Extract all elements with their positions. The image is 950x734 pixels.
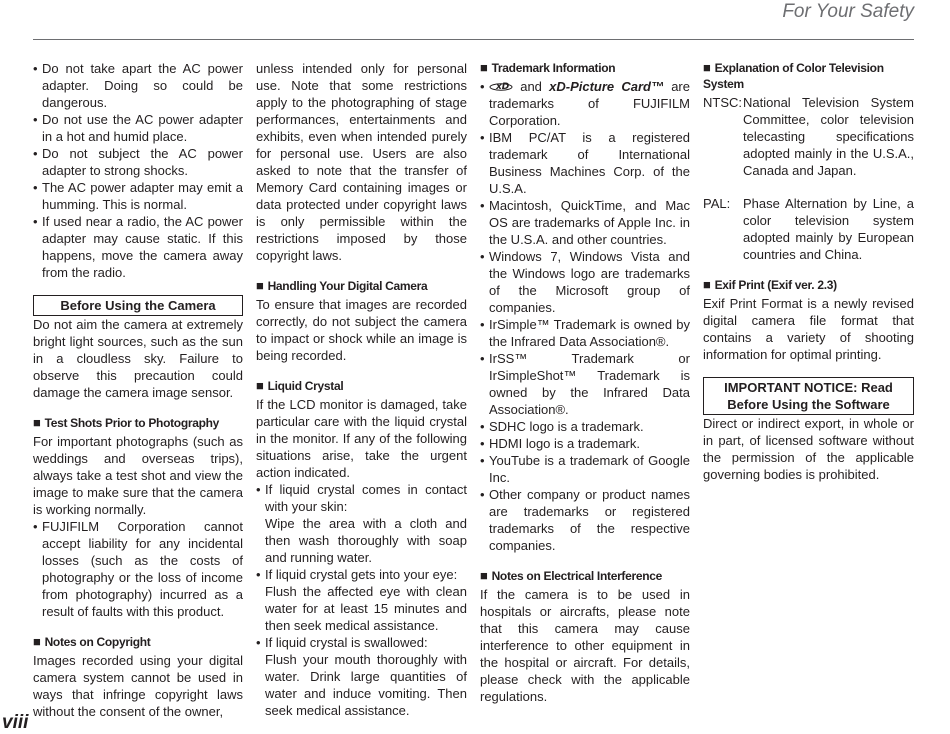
svg-text:xD: • xD <box>496 82 510 92</box>
list-item: • Do not take apart the AC power adapter. Doing so could be dangerous. <box>33 60 243 111</box>
before-using-heading: Before Using the Camera <box>33 295 243 316</box>
copyright-text: Images recorded using your digital camera system cannot be used in ways that infringe copyright laws without the consent of the owner, <box>33 653 243 719</box>
copyright-heading: ■ Notes on Copyright <box>33 634 151 649</box>
liquid-crystal-text: If the LCD monitor is damaged, take particular care with the liquid crystal in the monitor. If any of the following situations arise, take the urgent action indicated. <box>256 397 467 480</box>
ac-adapter-warnings <box>33 60 243 281</box>
electrical-interference-text: If the camera is to be used in hospitals or aircrafts, please note that this camera may cause interference to other equipment in the hospital or aircraft. For details, please check with the applicable regulations. <box>480 587 690 704</box>
column-3 <box>480 60 690 705</box>
square-bullet-icon: ■ <box>256 378 264 393</box>
list-item: • Other company or product names are trademarks or registered trademarks of the respective companies. <box>480 486 690 554</box>
test-shots-text: For important photographs (such as weddings and overseas trips), always take a test shot and view the image to make sure that the camera is working normally. <box>33 434 243 517</box>
square-bullet-icon: ■ <box>703 277 711 292</box>
list-item: • SDHC logo is a trademark. <box>480 418 690 435</box>
column-2 <box>256 60 467 719</box>
square-bullet-icon: ■ <box>703 60 711 75</box>
exif-print-heading: ■ Exif Print (Exif ver. 2.3) <box>703 277 837 292</box>
list-item <box>256 481 467 566</box>
pal-row <box>703 195 914 263</box>
page-number: viii <box>2 712 29 733</box>
pal-label: PAL: <box>703 196 731 211</box>
handling-text: To ensure that images are recorded correctly, do not subject the camera to impact or shock while an image is being recorded. <box>256 297 467 363</box>
liquid-crystal-heading: ■ Liquid Crystal <box>256 378 344 393</box>
condition-text: • If liquid crystal comes in contact with your skin: <box>265 482 467 514</box>
list-item: • The AC power adapter may emit a humming. This is normal. <box>33 179 243 213</box>
trademark-and: and <box>520 79 542 94</box>
list-item: • Windows 7, Windows Vista and the Windows logo are trademarks of the Microsoft group of companies. <box>480 248 690 316</box>
square-bullet-icon: ■ <box>480 568 488 583</box>
color-tv-heading: ■ Explanation of Color Television System <box>703 60 884 91</box>
column-1 <box>33 60 243 720</box>
condition-text: • If liquid crystal is swallowed: <box>265 635 428 650</box>
list-item: • IrSS™ Trademark or IrSimpleShot™ Trademark is owned by the Infrared Data Association®. <box>480 350 690 418</box>
test-shots-heading: ■ Test Shots Prior to Photography <box>33 415 220 430</box>
trademark-heading: ■ Trademark Information <box>480 60 616 75</box>
square-bullet-icon: ■ <box>33 634 41 649</box>
page-header-title: For Your Safety <box>782 1 914 22</box>
list-item: • If used near a radio, the AC power adapter may cause static. If this happens, move the camera away from the radio. <box>33 213 243 281</box>
pal-text: Phase Alternation by Line, a color television system adopted mainly by European countries and China. <box>743 196 914 262</box>
important-notice-heading: IMPORTANT NOTICE: Read Before Using the Software <box>703 377 914 415</box>
important-notice-text: Direct or indirect export, in whole or in part, of licensed software without the permission of the applicable governing bodies is prohibited. <box>703 416 914 482</box>
action-text: Wipe the area with a cloth and then wash thoroughly with soap and running water. <box>265 516 467 565</box>
copyright-text-continued: unless intended only for personal use. Note that some restrictions apply to the photographing of stage performances, entertainments and exhibits, even when intended purely for personal use. Users are also asked to note that the transfer of Memory Card containing images or data protected under copyright laws is only permissible within the restrictions imposed by those copyright laws. <box>256 61 467 263</box>
list-item: • IBM PC/AT is a registered trademark of International Business Machines Corp. of the U.S.A. <box>480 129 690 197</box>
list-item: • Do not use the AC power adapter in a hot and humid place. <box>33 111 243 145</box>
test-shots-list <box>33 518 243 620</box>
ntsc-label: NTSC: <box>703 95 742 110</box>
electrical-interference-heading: ■ Notes on Electrical Interference <box>480 568 663 583</box>
list-item: • YouTube is a trademark of Google Inc. <box>480 452 690 486</box>
before-using-text: Do not aim the camera at extremely bright light sources, such as the sun in a cloudless sky. Failure to observe this precaution could damage the camera image sensor. <box>33 317 243 400</box>
xd-picture-card-brand: xD-Picture Card™ <box>549 79 664 94</box>
list-item <box>256 634 467 719</box>
square-bullet-icon: ■ <box>33 415 41 430</box>
list-item: • FUJIFILM Corporation cannot accept liability for any incidental losses (such as the costs of photography or the loss of income from photography) incurred as a result of faults with this product. <box>33 518 243 620</box>
liquid-crystal-list <box>256 481 467 719</box>
header-divider <box>33 39 914 40</box>
xd-logo-icon <box>489 80 513 92</box>
handling-heading: ■ Handling Your Digital Camera <box>256 278 428 293</box>
action-text: Flush the affected eye with clean water for at least 15 minutes and then seek medical assistance. <box>265 584 467 633</box>
list-item: • IrSimple™ Trademark is owned by the Infrared Data Association®. <box>480 316 690 350</box>
list-item: • Macintosh, QuickTime, and Mac OS are trademarks of Apple Inc. in the U.S.A. and other countries. <box>480 197 690 248</box>
ntsc-row <box>703 94 914 179</box>
trademark-list <box>480 78 690 554</box>
condition-text: • If liquid crystal gets into your eye: <box>265 567 458 582</box>
square-bullet-icon: ■ <box>256 278 264 293</box>
action-text: Flush your mouth thoroughly with water. Drink large quantities of water and induce vomiting. Then seek medical assistance. <box>265 652 467 718</box>
list-item: • HDMI logo is a trademark. <box>480 435 690 452</box>
square-bullet-icon: ■ <box>480 60 488 75</box>
exif-print-text: Exif Print Format is a newly revised digital camera file format that contains a variety of shooting information for optimal printing. <box>703 296 914 362</box>
column-4 <box>703 60 914 483</box>
trademark-owner: are trademarks of FUJIFILM Corporation. <box>489 79 690 128</box>
list-item <box>480 78 690 129</box>
list-item <box>256 566 467 634</box>
ntsc-text: National Television System Committee, color television telecasting specifications adopted mainly in the U.S.A., Canada and Japan. <box>743 95 914 178</box>
list-item: • Do not subject the AC power adapter to strong shocks. <box>33 145 243 179</box>
